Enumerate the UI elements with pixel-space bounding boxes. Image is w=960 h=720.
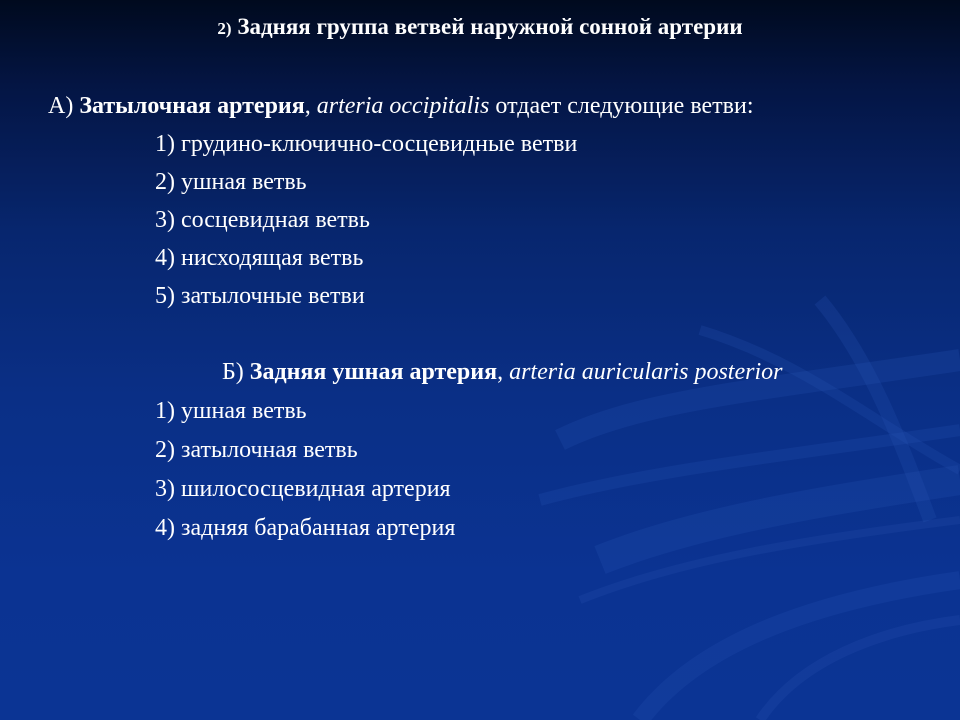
section-b-artery-name: Задняя ушная артерия: [249, 359, 498, 385]
section-b-item: 2) затылочная ветвь: [155, 437, 358, 463]
section-a-comma: ,: [304, 93, 311, 119]
title-text: Задняя группа ветвей наружной сонной артерии: [237, 14, 743, 39]
section-a-item: 5) затылочные ветви: [155, 283, 365, 309]
section-b-prefix: Б): [222, 359, 244, 385]
section-a-prefix: А): [48, 93, 74, 119]
section-a-heading: [48, 92, 754, 120]
section-b-latin-name: arteria auricularis posterior: [509, 359, 783, 385]
section-b-item: 4) задняя барабанная артерия: [155, 515, 456, 541]
title-number: 2): [217, 19, 232, 38]
section-a-latin-name: arteria occipitalis: [316, 93, 490, 119]
section-b-heading: [222, 358, 782, 386]
section-a-item: 2) ушная ветвь: [155, 169, 307, 195]
section-a-item: 3) сосцевидная ветвь: [155, 207, 370, 233]
section-b-item: 1) ушная ветвь: [155, 398, 307, 424]
section-b-item: 3) шилососцевидная артерия: [155, 476, 451, 502]
section-a-item: 4) нисходящая ветвь: [155, 245, 364, 271]
section-b-comma: ,: [497, 359, 504, 385]
section-a-artery-name: Затылочная артерия: [79, 93, 305, 119]
section-a-item: 1) грудино-ключично-сосцевидные ветви: [155, 131, 578, 157]
slide-title: [0, 14, 960, 40]
section-a-suffix: отдает следующие ветви:: [495, 93, 754, 119]
